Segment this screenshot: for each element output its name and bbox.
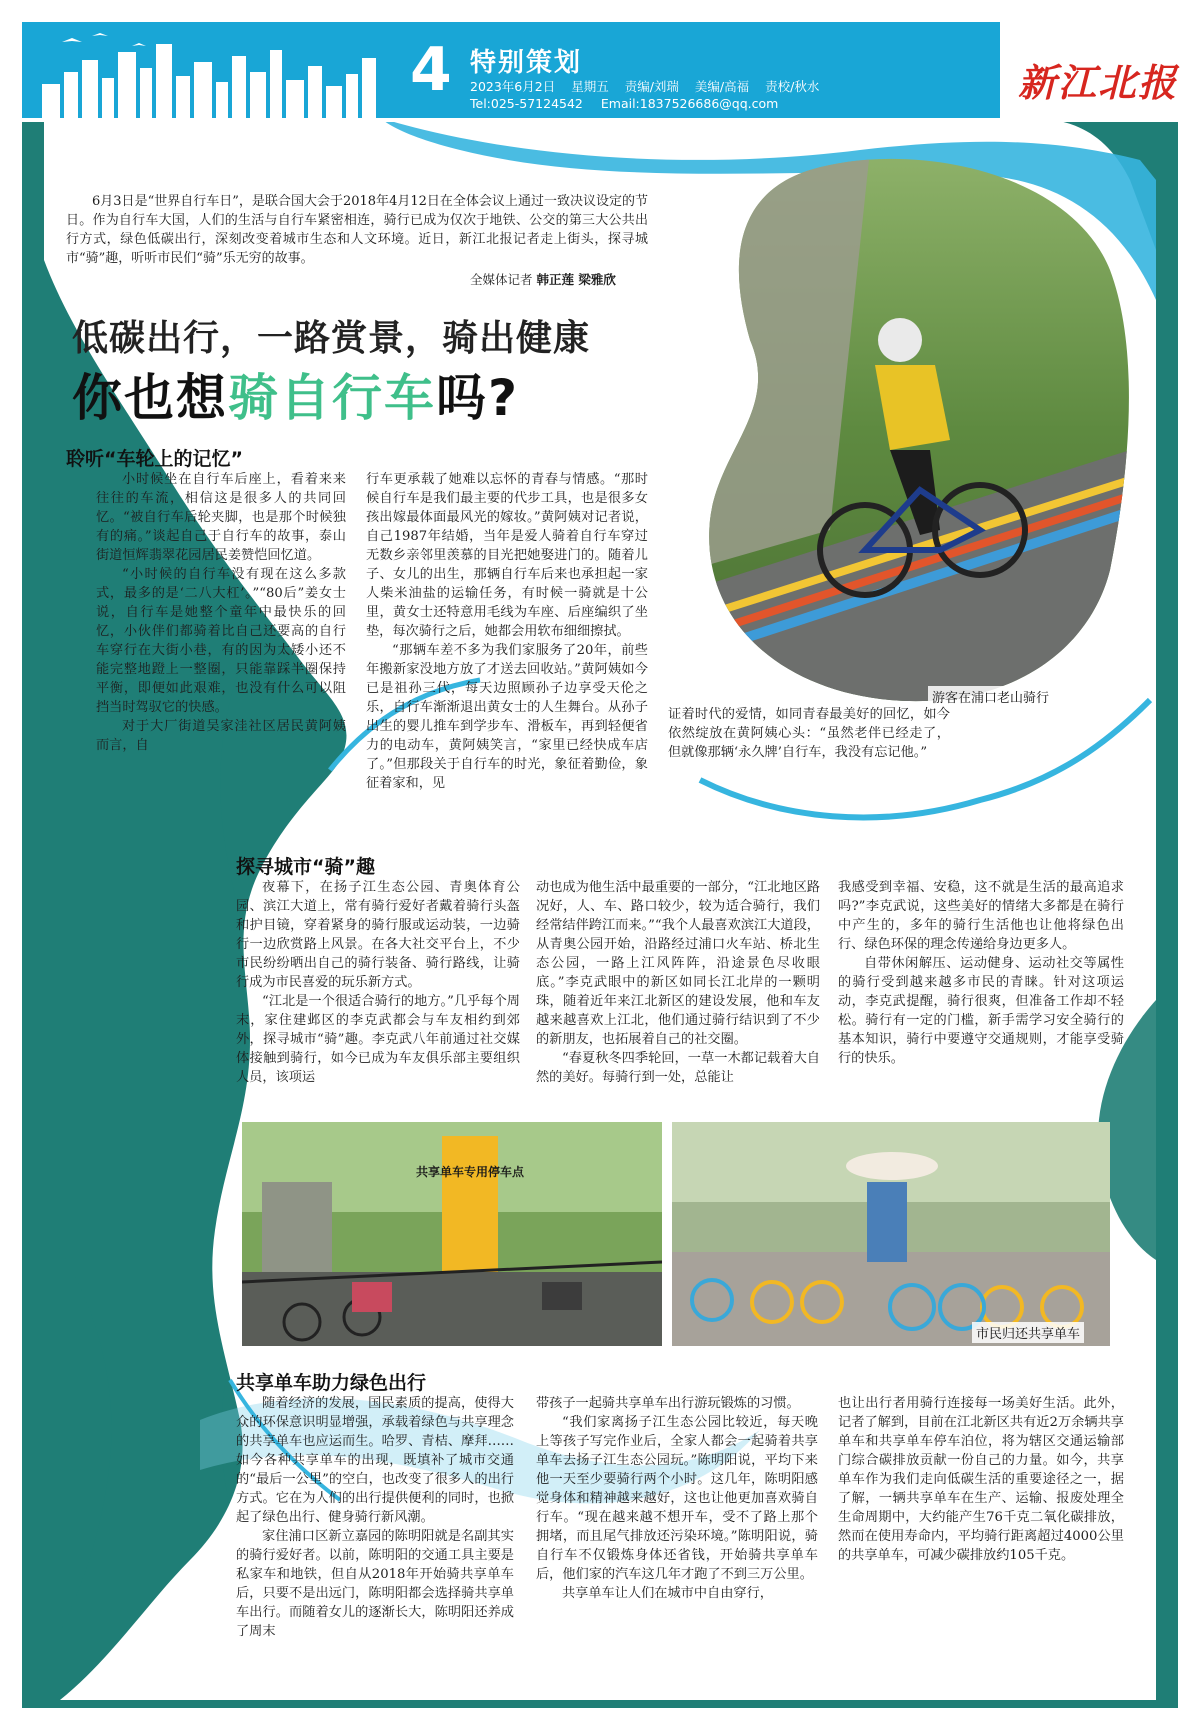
section2-title: 探寻城市“骑”趣 [236, 856, 375, 878]
section1-col1-para3: 对于大厂街道吴家洼社区居民黄阿姨而言，自 [96, 719, 346, 753]
issue-date: 2023年6月2日 [470, 79, 556, 94]
section2-column3 [838, 878, 1124, 1068]
section3-title: 共享单车助力绿色出行 [236, 1372, 427, 1394]
byline-names: 韩正莲 梁雅欣 [536, 272, 616, 287]
section1-col3-para1: 证着时代的爱情，如同青春最美好的回忆，如今依然绽放在黄阿姨心头：“虽然老伴已经走了，但就像那辆‘永久牌’自行车，我没有忘记他。” [668, 707, 950, 760]
section2-column2 [536, 878, 820, 1087]
section1-column3 [668, 705, 950, 762]
page-header [0, 0, 1200, 122]
section3-col2-para2: “我们家离扬子江生态公园比较近，每天晚上等孩子写完作业后，全家人都会一起骑着共享单车去扬子江生态公园玩。”陈明阳说，平均下来他一天至少要骑行两个小时。这几年，陈明阳感觉身体和精神越来越好，这也让他更加喜欢骑自行车。“现在越来越不想开车，受不了路上那个拥堵，而且尾气排放还污染环境。”陈明阳说，骑自行车不仅锻炼身体还省钱，开始骑共享单车后，他们家的汽车这几年才跑了不到三万公里。 [536, 1415, 818, 1582]
section2-col2-para1: 动也成为他生活中最重要的一部分，“江北地区路况好，人、车、路口较少，较为适合骑行，我们经常结伴跨江而来。”“我个人最喜欢滨江大道段，从青奥公园开始，沿路经过浦口火车站、桥北生态公园，一路上江风阵阵，沿途景色尽收眼底。”李克武眼中的新区如同长江北岸的一颗明珠，随着近年来江北新区的建设发展，他和车友越来越喜欢上江北，他们通过骑行结识到了不少的新朋友，也拓展着自己的社交圈。 [536, 880, 820, 1047]
contact-tel: Tel:025-57124542 [470, 96, 583, 111]
headline-line2 [72, 358, 519, 430]
newspaper-logo: 新江北报 [1018, 60, 1179, 105]
section1-col2-para2: “那辆车差不多为我们家服务了20年，前些年搬新家没地方放了才送去回收站。”黄阿姨如今已是祖孙三代，每天边照顾孙子边享受天伦之乐，自行车渐渐退出黄女士的人生舞台。从孙子出生的婴儿推车到学步车、滑板车，再到轻便省力的电动车，黄阿姨笑言，“家里已经快成车店了。”但那段关于自行车的时光，象征着勤俭，象征着家和，见 [366, 643, 648, 791]
photo-bike-parking [242, 1122, 662, 1346]
section3-col2-para3: 共享单车让人们在城市中自由穿行， [562, 1586, 773, 1601]
section3-col1-para1: 随着经济的发展，国民素质的提高，使得大众的环保意识明显增强，承载着绿色与共享理念的共享单车也应运而生。哈罗、青桔、摩拜……如今各种共享单车的出现，既填补了城市交通的“最后一公里”的空白，也改变了很多人的出行方式。它在为人们的出行提供便利的同时，也掀起了绿色出行、健身骑行新风潮。 [236, 1396, 514, 1525]
headline-highlight: 骑自行车 [228, 369, 436, 427]
section2-col3-para1: 我感受到幸福、安稳，这不就是生活的最高追求吗?”李克武说，这些美好的情绪大多都是在骑行中产生的，多年的骑行生活他也让他将绿色出行、绿色环保的理念传递给身边更多人。 [838, 880, 1124, 952]
section3-col2-para1: 带孩子一起骑共享单车出行游玩锻炼的习惯。 [536, 1396, 800, 1411]
section-title: 特别策划 [470, 48, 583, 78]
issue-weekday: 星期五 [571, 79, 609, 94]
byline [470, 270, 616, 288]
header-contact [470, 96, 792, 111]
byline-prefix: 全媒体记者 [470, 272, 533, 287]
section3-col3-para1: 也让出行者用骑行连接每一场美好生活。此外，记者了解到，目前在江北新区共有近2万余辆共享单车和共享单车停车泊位，将为辖区交通运输部门综合碳排放贡献一份自己的力量。如今，共享单车作为我们走向低碳生活的重要途径之一，据了解，一辆共享单车在生产、运输、报废处理全生命周期中，大约能产生76千克二氧化碳排放，然而在使用寿命内，平均骑行距离超过4000公里的共享单车，可减少碳排放约105千克。 [838, 1396, 1124, 1563]
section1-column1 [96, 470, 346, 755]
section3-column3 [838, 1394, 1124, 1565]
photo-shared-bikes-caption: 市民归还共享单车 [972, 1322, 1084, 1343]
headline-line1: 低碳出行，一路赏景，骑出健康 [72, 318, 591, 359]
section3-col1-para2: 家住浦口区新立嘉园的陈明阳就是名副其实的骑行爱好者。以前，陈明阳的交通工具主要是私家车和地铁，但自从2018年开始骑共享单车后，只要不是出远门，陈明阳都会选择骑共享单车出行。而随着女儿的逐渐长大，陈明阳还养成了周末 [236, 1529, 514, 1639]
section3-column1 [236, 1394, 514, 1641]
proof-credit: 责校/秋水 [765, 79, 820, 94]
contact-email: Email:1837526686@qq.com [600, 96, 779, 111]
city-skyline-icon [22, 22, 452, 118]
section2-col1-para1: 夜幕下，在扬子江生态公园、青奥体育公园、滨江大道上，常有骑行爱好者戴着骑行头盔和护目镜，穿着紧身的骑行服或运动装，一边骑行一边欣赏路上风景。在各大社交平台上，不少市民纷纷晒出自己的骑行装备、骑行路线，让骑行成为市民喜爱的玩乐新方式。 [236, 880, 520, 990]
headline-line2-pre: 你也想 [72, 369, 228, 427]
page-number: 4 [410, 35, 452, 105]
section1-title: 聆听“车轮上的记忆” [66, 448, 243, 470]
section2-column1 [236, 878, 520, 1087]
section1-col1-para1: 小时候坐在自行车后座上，看着来来往往的车流，相信这是很多人的共同回忆。“被自行车后轮夹脚，也是那个时候独有的痛。”谈起自己于自行车的故事，泰山街道恒辉翡翠花园居民姜赞恺回忆道。 [96, 472, 346, 563]
section1-column2 [366, 470, 648, 793]
photo-cyclist-caption: 游客在浦口老山骑行 [928, 686, 1053, 707]
parking-sign-text: 共享单车专用停车点 [415, 1165, 525, 1179]
section2-col3-para2: 自带休闲解压、运动健身、运动社交等属性的骑行受到越来越多市民的青睐。针对这项运动，李克武提醒，骑行很爽，但准备工作却不轻松。骑行有一定的门槛，新手需学习安全骑行的基本知识，骑行中要遵守交通规则，才能享受骑行的快乐。 [838, 956, 1124, 1066]
editor-credit: 责编/刘瑞 [624, 79, 679, 94]
designer-credit: 美编/高福 [694, 79, 750, 94]
section1-col1-para2: “小时候的自行车没有现在这么多款式，最多的是‘二八大杠’。”“80后”姜女士说，自行车是她整个童年中最快乐的回忆，小伙伴们都骑着比自己还要高的自行车穿行在大街小巷，有的因为太矮小还不能完整地蹬上一整圈，只能靠踩半圈保持平衡，即便如此艰难，也没有什么可以阻挡当时驾驭它的快感。 [96, 567, 346, 715]
section2-col2-para2: “春夏秋冬四季轮回，一草一木都记载着大自然的美好。每骑行到一处，总能让 [536, 1051, 820, 1085]
intro-paragraph: 6月3日是“世界自行车日”，是联合国大会于2018年4月12日在全体会议上通过一致决议设定的节日。作为自行车大国，人们的生活与自行车紧密相连，骑行已成为仅次于地铁、公交的第三大公共出行方式，绿色低碳出行，深刻改变着城市生态和人文环境。近日，新江北报记者走上街头，探寻城市“骑”趣，听听市民们“骑”乐无穷的故事。 [66, 194, 648, 266]
section2-col1-para2: “江北是一个很适合骑行的地方。”几乎每个周末，家住建邺区的李克武都会与车友相约到郊外，探寻城市“骑”趣。李克武八年前通过社交媒体接触到骑行，如今已成为车友俱乐部主要组织人员，该项运 [236, 994, 520, 1085]
headline-line2-post: 吗? [436, 369, 520, 427]
photo-shared-bikes [672, 1122, 1110, 1346]
header-meta [470, 77, 831, 95]
photo-cyclist [690, 150, 1130, 710]
section3-column2 [536, 1394, 818, 1603]
section1-col2-para1: 行车更承载了她难以忘怀的青春与情感。“那时候自行车是我们最主要的代步工具，也是很多女孩出嫁最体面最风光的嫁妆。”黄阿姨对记者说，自己1987年结婚，当年是爱人骑着自行车穿过无数乡亲邻里羡慕的目光把她娶进门的。随着儿子、女儿的出生，那辆自行车后来也承担起一家人柴米油盐的运输任务，有时候一骑就是十公里，黄女士还特意用毛线为车座、后座编织了坐垫，每次骑行之后，她都会用软布细细擦拭。 [366, 472, 648, 639]
